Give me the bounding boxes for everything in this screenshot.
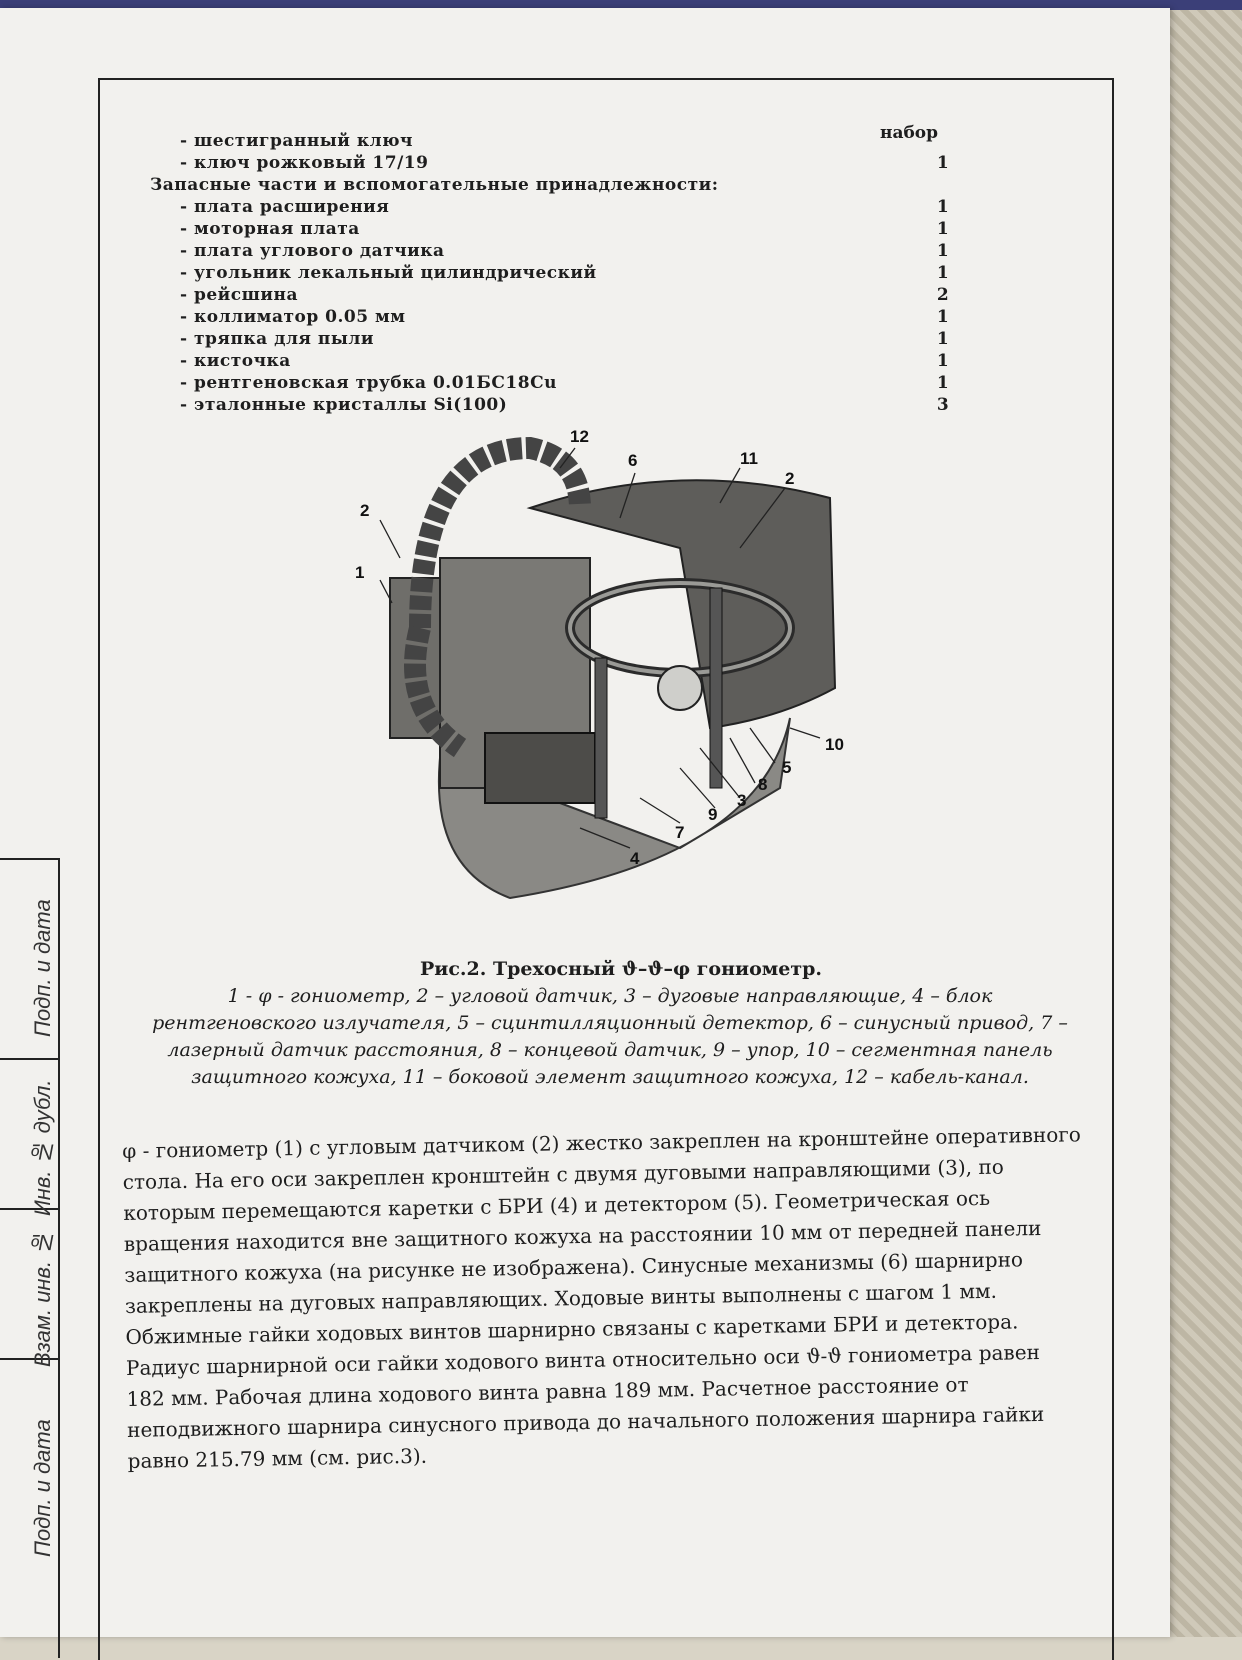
body-paragraph xyxy=(122,1119,1128,1477)
callout-3: 3 xyxy=(737,791,747,810)
caption-line: защитного кожуха, 11 – боковой элемент защитного кожуха, 12 – кабель-канал. xyxy=(191,1066,1029,1088)
paragraph-line: закреплены на дуговых направляющих. Ходовые винты выполнены с шагом 1 мм. xyxy=(124,1278,998,1318)
callout-2-left: 2 xyxy=(360,501,370,520)
document-page xyxy=(0,8,1170,1637)
callout-5: 5 xyxy=(782,758,792,777)
list-item: - рентгеновская трубка 0.01БС18Cu 1 xyxy=(180,373,950,393)
caption-line: 1 - φ - гониометр, 2 – угловой датчик, 3 – дуговые направляющие, 4 – блок xyxy=(227,985,993,1007)
paragraph-line: вращения находится вне защитного кожуха на расстоянии 10 мм от передней панели xyxy=(123,1215,1042,1256)
xray-emitter-block xyxy=(485,733,595,803)
callout-11: 11 xyxy=(740,449,758,468)
callout-9: 9 xyxy=(708,805,718,824)
list-item: - плата расширения 1 xyxy=(180,197,950,217)
paragraph-line: Обжимные гайки ходовых винтов шарнирно связаны с каретками БРИ и детектора. xyxy=(125,1309,1019,1349)
callout-2-right: 2 xyxy=(785,469,795,488)
paragraph-line: защитного кожуха (на рисунке не изображена). Синусные механизмы (6) шарнирно xyxy=(124,1247,1024,1287)
paragraph-line: неподвижного шарнира синусного привода до начального положения шарнира гайки xyxy=(126,1401,1045,1442)
paragraph-line: Радиус шарнирной оси гайки ходового винта относительно оси ϑ-ϑ гониометра равен xyxy=(125,1340,1041,1380)
list-section-heading: Запасные части и вспомогательные принадлежности: xyxy=(150,175,719,195)
paragraph-line: стола. На его оси закреплен кронштейн с двумя дуговыми направляющими (3), по xyxy=(122,1154,1004,1194)
detector xyxy=(658,666,702,710)
list-item: - рейсшина 2 xyxy=(180,285,950,305)
stamp-label-dup-inv: Инв. № дубл. xyxy=(30,1079,55,1217)
stamp-label-sign-date-2: Подп. и дата xyxy=(30,1419,55,1557)
list-item: - моторная плата 1 xyxy=(180,219,950,239)
list-item: - ключ рожковый 17/19 1 xyxy=(180,153,950,173)
callout-10: 10 xyxy=(825,735,844,754)
list-item: - угольник лекальный цилиндрический 1 xyxy=(180,263,950,283)
callout-12: 12 xyxy=(570,427,589,446)
caption-line: лазерный датчик расстояния, 8 – концевой датчик, 9 – упор, 10 – сегментная панель xyxy=(167,1039,1053,1061)
figure-caption-title: Рис.2. Трехосный ϑ–ϑ–φ гониометр. xyxy=(419,958,823,980)
callout-1: 1 xyxy=(355,563,365,582)
stamp-label-sign-date: Подп. и дата xyxy=(30,899,55,1037)
qty-column-header: набор xyxy=(880,123,939,143)
callout-6: 6 xyxy=(628,451,638,470)
post xyxy=(595,658,607,818)
callout-4: 4 xyxy=(630,849,640,868)
stamp-label-replace-inv: Взам. инв. № xyxy=(30,1229,55,1367)
list-item: - шестигранный ключ xyxy=(180,131,413,151)
caption-line: рентгеновского излучателя, 5 – сцинтилляционный детектор, 6 – синусный привод, 7 – xyxy=(152,1012,1068,1034)
paragraph-line: равно 215.79 мм (см. рис.3). xyxy=(127,1443,428,1473)
paragraph-line: которым перемещаются каретки с БРИ (4) и детектором (5). Геометрическая ось xyxy=(123,1185,991,1225)
list-item: - кисточка 1 xyxy=(180,351,950,371)
paragraph-line: φ - гониометр (1) с угловым датчиком (2) жестко закреплен на кронштейне оперативного xyxy=(122,1122,1082,1163)
callout-7: 7 xyxy=(675,823,685,842)
figure-caption-legend xyxy=(130,983,1090,1091)
list-item: - плата углового датчика 1 xyxy=(180,241,950,261)
goniometer-figure xyxy=(355,427,880,908)
list-item: - тряпка для пыли 1 xyxy=(180,329,950,349)
paragraph-line: 182 мм. Рабочая длина ходового винта равна 189 мм. Расчетное расстояние от xyxy=(126,1372,969,1411)
list-item: - коллиматор 0.05 мм 1 xyxy=(180,307,950,327)
post xyxy=(710,588,722,788)
list-item: - эталонные кристаллы Si(100) 3 xyxy=(180,395,950,415)
callout-8: 8 xyxy=(758,775,768,794)
